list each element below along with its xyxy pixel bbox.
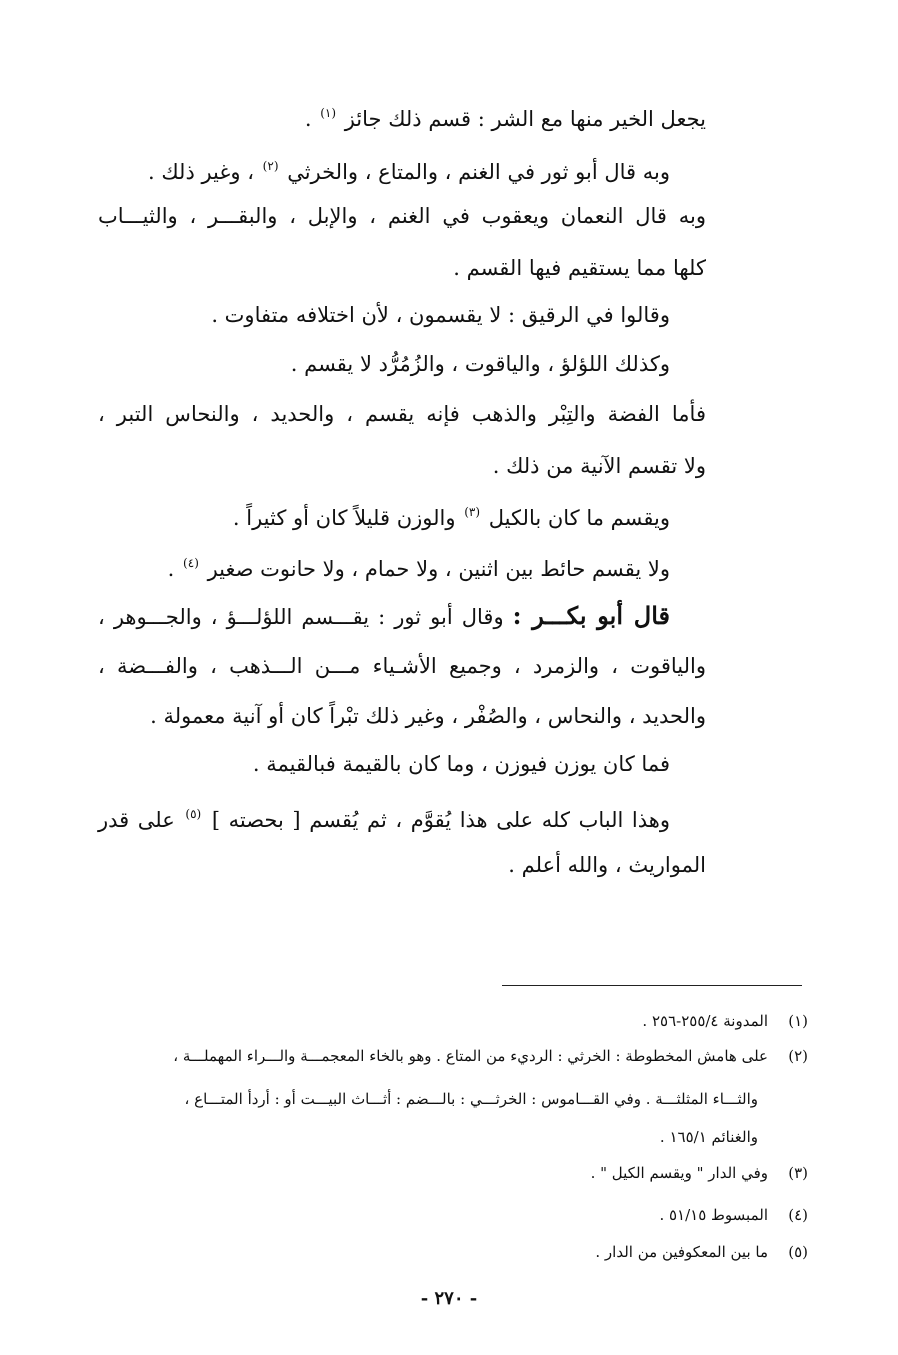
page-number: - ٢٧٠ - [420,1288,478,1309]
footnote-number: (٢) [788,1047,808,1065]
footnote-number: (٣) [788,1164,808,1182]
speaker-label: قال أبو بكـــر : [512,601,670,630]
footnote [591,1160,808,1186]
footnote-text: المبسوط ٥١/١٥ . [659,1206,768,1224]
paragraph-line [98,798,670,836]
paragraph-line: المواريث ، والله أعلم . [508,853,706,877]
paragraph-line: والحديد ، والنحاس ، والصُفْر ، وغير ذلك تبْراً كان أو آنية معمولة . [150,704,706,728]
footnote-text: وفي الدار " ويقسم الكيل " . [590,1164,768,1182]
paragraph-line [0,496,670,534]
text: ولا يقسم حائط بين اثنين ، ولا حمام ، ولا حانوت صغير [207,557,670,581]
text: . [167,557,175,581]
text: وبه قال أبو ثور في الغنم ، والمتاع ، والخرثي [287,160,670,184]
paragraph-line [0,97,706,135]
text: على قدر [98,808,175,832]
footnote-number: (١) [788,1012,808,1030]
footnote [642,1008,808,1034]
paragraph-line: فأما الفضة والتِبْر والذهب فإنه يقسم ، والحديد ، والنحاس التبر ، [98,402,706,426]
footnote-text: ما بين المعكوفين من الدار . [595,1243,768,1261]
paragraph-line: كلها مما يستقيم فيها القسم . [453,256,706,280]
paragraph-line: والياقوت ، والزمرد ، وجميع الأشـياء مـــن الـــذهب ، والفـــضة ، [98,654,706,678]
text: وهذا الباب كله على هذا يُقوَّم ، ثم يُقسم [ بحصته ] [211,808,670,832]
paragraph-line: وبه قال النعمان ويعقوب في الغنم ، والإبل ، والبقـــر ، والثيـــاب [98,204,706,228]
footnote-text: على هامش المخطوطة : الخرثي : الرديء من المتاع . وهو بالخاء المعجمـــة والـــراء المهملـــة ، [173,1047,768,1065]
footnote-ref: (١) [320,106,337,120]
text: ويقسم ما كان بالكيل [488,506,670,530]
footnote-number: (٤) [788,1206,808,1224]
footnote [595,1239,808,1265]
text: وقال أبو ثور : يقـــسم اللؤلـــؤ ، والجـــوهر ، [98,605,504,629]
text: والوزن قليلاً كان أو كثيراً . [232,506,456,530]
footnote-ref: (٢) [262,159,279,173]
footnote-ref: (٥) [185,807,202,821]
footnote [659,1202,808,1228]
text: يجعل الخير منها مع الشر : قسم ذلك جائز [344,107,706,131]
paragraph-line: وقالوا في الرقيق : لا يقسمون ، لأن اختلافه متفاوت . [211,303,670,327]
footnote-continuation: والثـــاء المثلثـــة . وفي القـــاموس : الخرثـــي : بالـــضم : أثـــاث البيـــت أو : أردأ المتـــاع ، [184,1090,758,1108]
footnote-text: المدونة ٢٥٥/٤-٢٥٦ . [642,1012,768,1030]
text: . [304,107,312,131]
footnote-continuation: والغنائم ١٦٥/١ . [659,1128,758,1146]
footnote-number: (٥) [788,1243,808,1261]
paragraph-line: وكذلك اللؤلؤ ، والياقوت ، والزُمُرُّد لا يقسم . [290,352,670,376]
footnote-separator [502,985,802,986]
text: ، وغير ذلك . [148,160,254,184]
footnote [98,1043,808,1069]
paragraph-line [98,600,670,633]
paragraph-line: ولا تقسم الآنية من ذلك . [492,454,706,478]
paragraph-line [0,150,670,188]
paragraph-line [0,547,670,585]
footnote-ref: (٤) [183,556,199,570]
paragraph-line: فما كان يوزن فيوزن ، وما كان بالقيمة فبالقيمة . [252,752,670,776]
footnote-ref: (٣) [464,505,481,519]
